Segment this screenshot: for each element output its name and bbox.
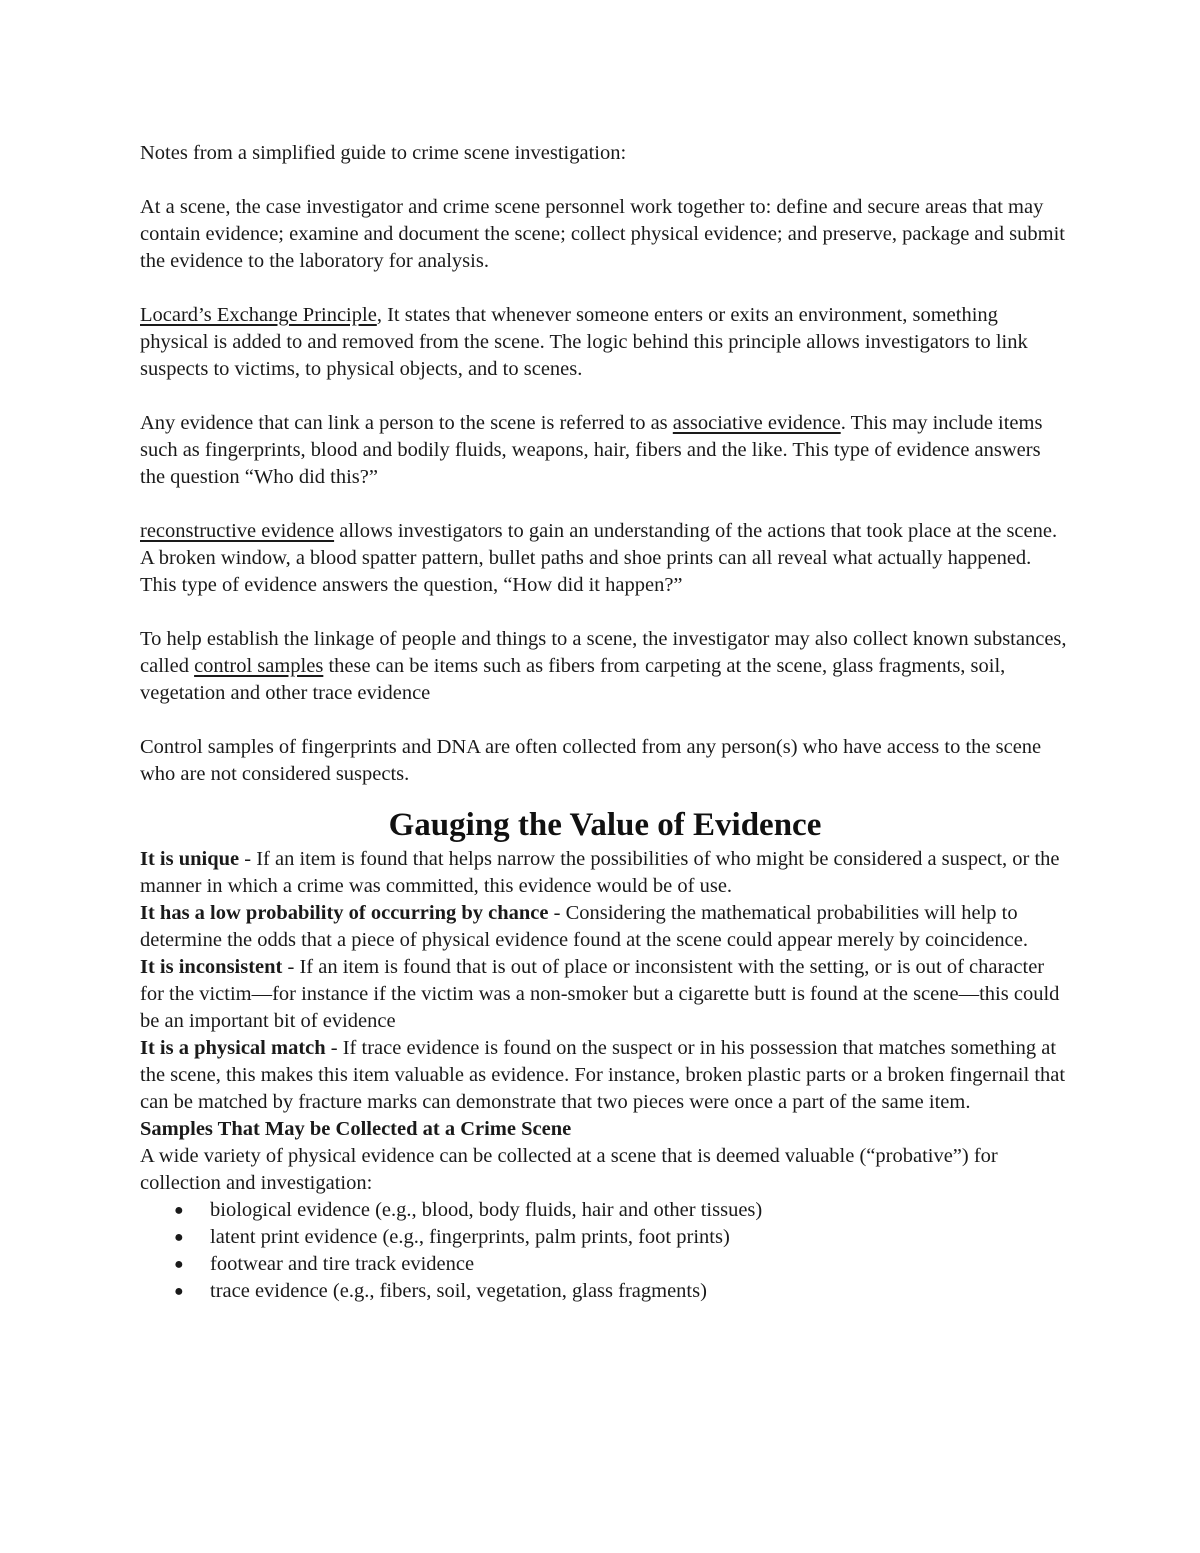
term-locard-principle: Locard’s Exchange Principle	[140, 304, 377, 326]
section-heading: Gauging the Value of Evidence	[388, 807, 822, 843]
associative-after: . This may include items such as fingerprints, blood and bodily fluids, weapons, hair, fibers and the like. This type of evidence answers the question “Who did this?”	[140, 412, 1043, 488]
document-body	[140, 140, 1070, 1305]
samples-intro: A wide variety of physical evidence can be collected at a scene that is deemed valuable (“probative”) for collection and investigation:	[140, 1145, 998, 1194]
criterion-text: - If an item is found that is out of place or inconsistent with the setting, or is out of character for the victim—for instance if the victim was a non-smoker but a cigarette butt is found at the scene—this could be an important bit of evidence	[140, 956, 1060, 1032]
list-item	[174, 1251, 1070, 1278]
bullet-icon: ●	[174, 1229, 184, 1246]
list-item	[174, 1224, 1070, 1251]
paragraph-reconstructive	[140, 518, 1070, 599]
paragraph-control	[140, 626, 1070, 707]
paragraph-control-samples: Control samples of fingerprints and DNA are often collected from any person(s) who have access to the scene who are not considered suspects.	[140, 736, 1042, 785]
reconstructive-text: allows investigators to gain an understanding of the actions that took place at the scene. A broken window, a blood spatter pattern, bullet paths and shoe prints can all reveal what actually happened. This type of evidence answers the question, “How did it happen?”	[140, 520, 1058, 596]
criterion-text: - Considering the mathematical probabilities will help to determine the odds that a piece of physical evidence found at the scene could appear merely by coincidence.	[140, 902, 1028, 951]
intro-line: Notes from a simplified guide to crime scene investigation:	[140, 142, 627, 164]
criterion-label: It has a low probability of occurring by chance	[140, 902, 549, 924]
criterion-unique	[140, 846, 1070, 900]
term-reconstructive-evidence: reconstructive evidence	[140, 520, 335, 542]
samples-heading: Samples That May be Collected at a Crime Scene	[140, 1118, 572, 1140]
paragraph-associative	[140, 410, 1070, 491]
associative-before: Any evidence that can link a person to the scene is referred to as	[140, 412, 673, 434]
list-item	[174, 1197, 1070, 1224]
criterion-physical-match	[140, 1035, 1070, 1116]
criterion-text: - If trace evidence is found on the suspect or in his possession that matches something at the scene, this makes this item valuable as evidence. For instance, broken plastic parts or a broken fingernail that can be matched by fracture marks can demonstrate that two pieces were once a part of the same item.	[140, 1037, 1066, 1113]
bullet-icon: ●	[174, 1202, 184, 1219]
criterion-label: It is inconsistent	[140, 956, 283, 978]
paragraph-scene-roles: At a scene, the case investigator and crime scene personnel work together to: define and secure areas that may contain evidence; examine and document the scene; collect physical evidence; and preserve, package and submit the evidence to the laboratory for analysis.	[140, 196, 1065, 272]
list-item-text: biological evidence (e.g., blood, body fluids, hair and other tissues)	[210, 1199, 763, 1221]
control-before: To help establish the linkage of people and things to a scene, the investigator may also collect known substances, called	[140, 628, 1067, 677]
paragraph-locard	[140, 302, 1070, 383]
control-after: these can be items such as fibers from carpeting at the scene, glass fragments, soil, vegetation and other trace evidence	[140, 655, 1006, 704]
locard-text: , It states that whenever someone enters or exits an environment, something physical is added to and removed from the scene. The logic behind this principle allows investigators to link suspects to victims, to physical objects, and to scenes.	[140, 304, 1028, 380]
bullet-icon: ●	[174, 1256, 184, 1273]
bullet-icon: ●	[174, 1283, 184, 1300]
criterion-inconsistent	[140, 954, 1070, 1035]
list-item-text: latent print evidence (e.g., fingerprints, palm prints, foot prints)	[210, 1226, 730, 1248]
criterion-text: - If an item is found that helps narrow the possibilities of who might be considered a suspect, or the manner in which a crime was committed, this evidence would be of use.	[140, 848, 1060, 897]
samples-list	[140, 1197, 1070, 1305]
term-associative-evidence: associative evidence	[672, 412, 841, 434]
list-item-text: trace evidence (e.g., fibers, soil, vegetation, glass fragments)	[210, 1280, 707, 1302]
criterion-label: It is unique	[140, 848, 240, 870]
list-item	[174, 1278, 1070, 1305]
term-control-samples: control samples	[194, 655, 324, 677]
criterion-label: It is a physical match	[140, 1037, 326, 1059]
criterion-low-probability	[140, 900, 1070, 954]
list-item-text: footwear and tire track evidence	[210, 1253, 475, 1275]
